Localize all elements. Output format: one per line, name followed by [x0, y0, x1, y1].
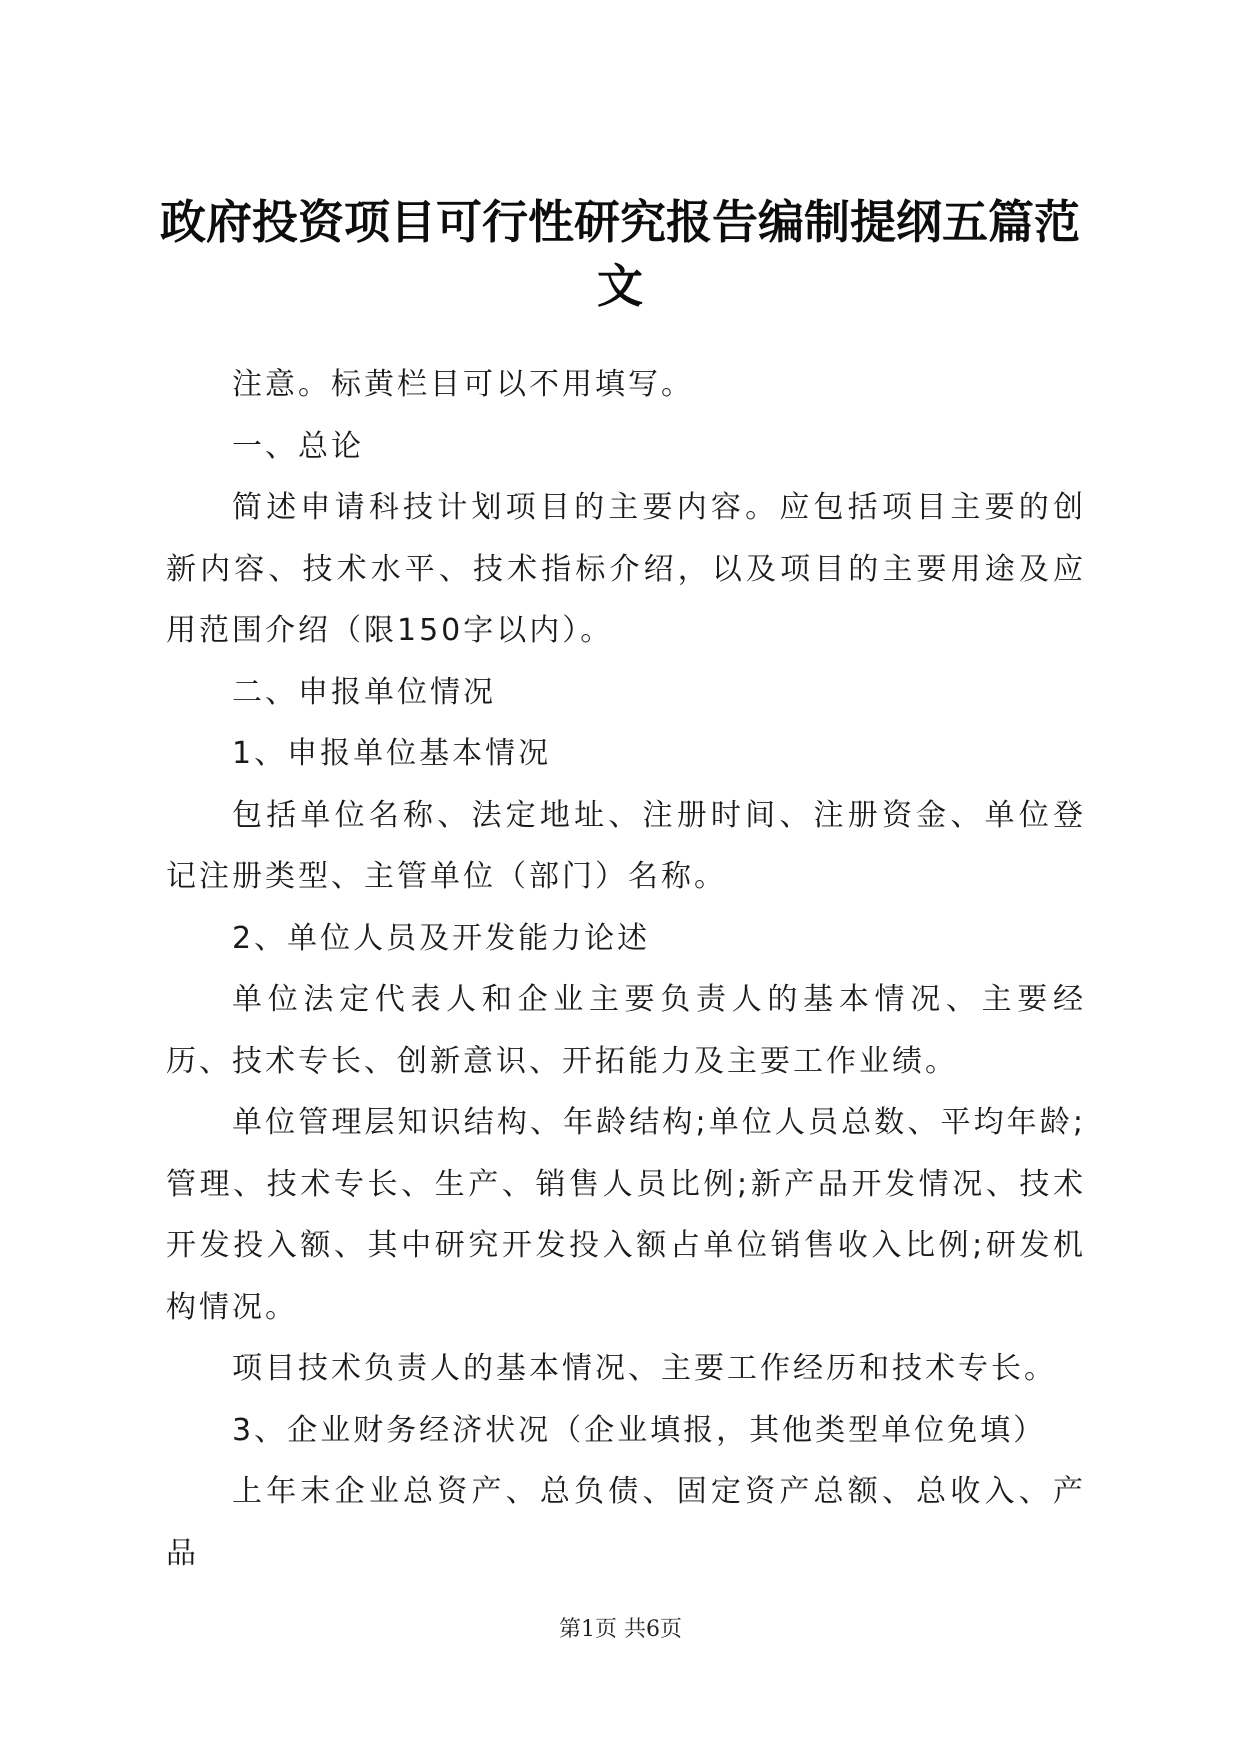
subheading-finance: 3、企业财务经济状况（企业填报，其他类型单位免填）	[232, 1412, 1047, 1448]
document-body	[166, 354, 1086, 1584]
subheading-basic-info: 1、申报单位基本情况	[232, 736, 552, 771]
heading-applicant: 二、申报单位情况	[232, 674, 496, 710]
paragraph-tech-lead: 项目技术负责人的基本情况、主要工作经历和技术专长。	[232, 1351, 1057, 1386]
paragraph-management: 单位管理层知识结构、年龄结构;单位人员总数、平均年龄;管理、技术专长、生产、销售人员比例;新产品开发情况、技术开发投入额、其中研究开发投入额占单位销售收入比例;研发机构情况。	[166, 1105, 1086, 1325]
paragraph-legal-rep: 单位法定代表人和企业主要负责人的基本情况、主要经历、技术专长、创新意识、开拓能力及主要工作业绩。	[166, 982, 1086, 1079]
paragraph-basic-info: 包括单位名称、法定地址、注册时间、注册资金、单位登记注册类型、主管单位（部门）名称。	[166, 797, 1086, 894]
paragraph-summary: 简述申请科技计划项目的主要内容。应包括项目主要的创新内容、技术水平、技术指标介绍，以及项目的主要用途及应用范围介绍（限150字以内）。	[166, 490, 1086, 648]
document-title: 政府投资项目可行性研究报告编制提纲五篇范文	[160, 195, 1080, 313]
paragraph-notice: 注意。标黄栏目可以不用填写。	[232, 367, 694, 402]
subheading-personnel: 2、单位人员及开发能力论述	[232, 920, 651, 956]
paragraph-finance: 上年末企业总资产、总负债、固定资产总额、总收入、产品	[166, 1474, 1086, 1571]
page-footer: 第1页 共6页	[559, 1617, 682, 1642]
heading-general: 一、总论	[232, 428, 364, 464]
